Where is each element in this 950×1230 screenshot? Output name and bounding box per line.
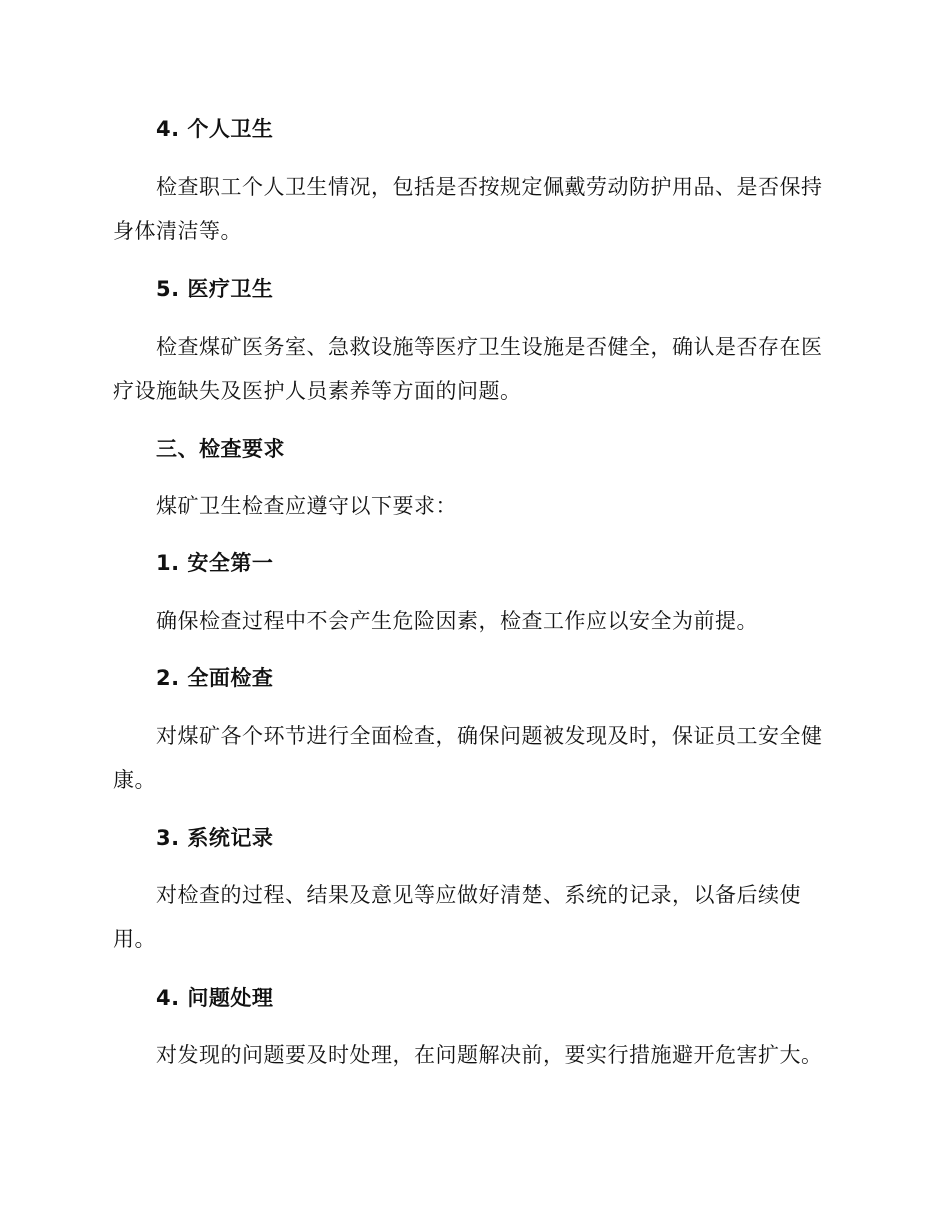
paragraph-line: 对检查的过程、结果及意见等应做好清楚、系统的记录，以备后续使 <box>156 883 801 907</box>
requirement-heading-problem-handling: 4. 问题处理 <box>156 986 274 1010</box>
paragraph-line: 煤矿卫生检查应遵守以下要求： <box>156 494 457 518</box>
paragraph-line: 疗设施缺失及医护人员素养等方面的问题。 <box>113 379 522 403</box>
section-heading-personal-hygiene: 4. 个人卫生 <box>156 117 274 141</box>
paragraph-line: 检查职工个人卫生情况，包括是否按规定佩戴劳动防护用品、是否保持 <box>156 175 823 199</box>
paragraph-line: 用。 <box>113 927 156 951</box>
section-heading-medical-hygiene: 5. 医疗卫生 <box>156 277 274 301</box>
paragraph-line: 检查煤矿医务室、急救设施等医疗卫生设施是否健全，确认是否存在医 <box>156 335 823 359</box>
paragraph-line: 对煤矿各个环节进行全面检查，确保问题被发现及时，保证员工安全健 <box>156 724 823 748</box>
paragraph-line: 确保检查过程中不会产生危险因素，检查工作应以安全为前提。 <box>156 609 758 633</box>
part-heading-inspection-requirements: 三、检查要求 <box>156 437 285 461</box>
paragraph-line: 康。 <box>113 768 156 792</box>
paragraph-line: 对发现的问题要及时处理，在问题解决前，要实行措施避开危害扩大。 <box>156 1043 823 1067</box>
requirement-heading-comprehensive-check: 2. 全面检查 <box>156 666 274 690</box>
paragraph-line: 身体清洁等。 <box>113 219 242 243</box>
requirement-heading-safety-first: 1. 安全第一 <box>156 551 274 575</box>
requirement-heading-system-records: 3. 系统记录 <box>156 826 274 850</box>
